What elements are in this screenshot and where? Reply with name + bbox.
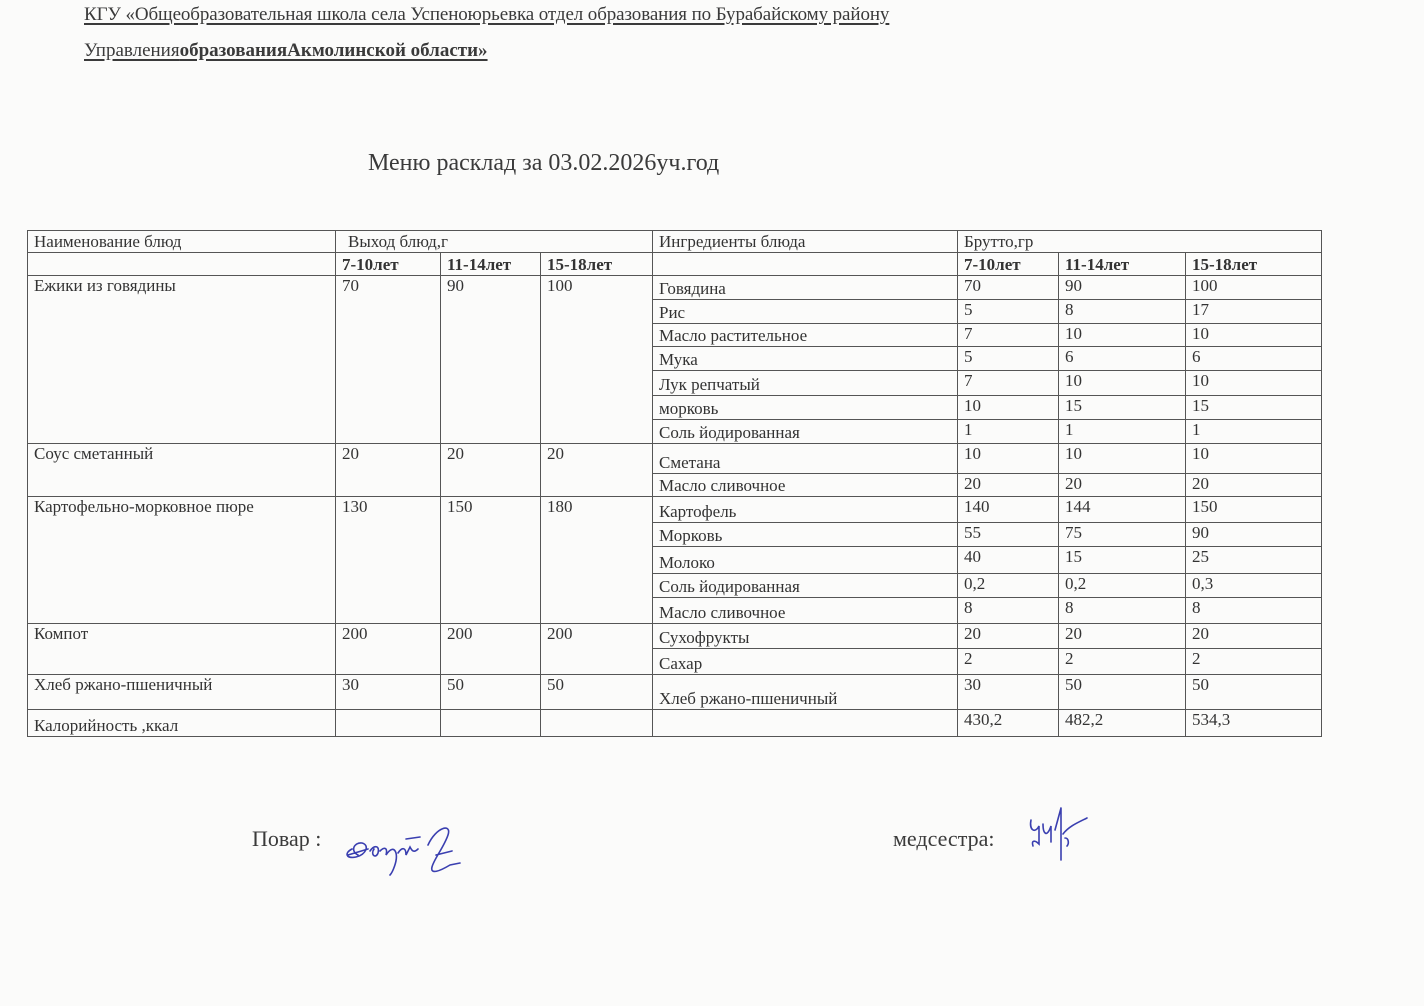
header-gross: Брутто,гр — [958, 231, 1322, 253]
header-dish-name: Наименование блюд — [28, 231, 336, 253]
ingredient-name: морковь — [653, 396, 958, 420]
ingredient-name: Рис — [653, 300, 958, 324]
ingredient-name: Молоко — [653, 547, 958, 574]
nurse-label: медсестра: — [893, 826, 995, 851]
table-row — [28, 444, 1322, 474]
ingredient-gross: 10 — [1059, 324, 1186, 347]
menu-title: Меню расклад за 03.02.2026уч.год — [368, 150, 720, 176]
dish-yield: 200 — [441, 624, 541, 675]
empty-cell — [541, 710, 653, 737]
header-yield-age-group: 7-10лет — [336, 253, 441, 276]
ingredient-gross: 20 — [1186, 474, 1322, 497]
ingredient-name: Сметана — [653, 444, 958, 474]
dish-yield: 50 — [541, 675, 653, 710]
calories-row — [28, 710, 1322, 737]
ingredient-name: Масло сливочное — [653, 598, 958, 624]
ingredient-gross: 5 — [958, 300, 1059, 324]
ingredient-gross: 1 — [1059, 420, 1186, 444]
dish-name: Соус сметанный — [28, 444, 336, 497]
ingredient-gross: 140 — [958, 497, 1059, 523]
dish-name: Компот — [28, 624, 336, 675]
dish-yield: 50 — [441, 675, 541, 710]
header-ingredients: Ингредиенты блюда — [653, 231, 958, 253]
dish-yield: 200 — [336, 624, 441, 675]
ingredient-gross: 10 — [1059, 371, 1186, 396]
empty-cell — [441, 710, 541, 737]
dish-yield: 150 — [441, 497, 541, 624]
nurse-signature-block — [893, 826, 994, 852]
ingredient-gross: 20 — [958, 474, 1059, 497]
school-name-line-2 — [84, 40, 488, 62]
ingredient-name: Масло сливочное — [653, 474, 958, 497]
dish-yield: 30 — [336, 675, 441, 710]
header-yield-age-group: 11-14лет — [441, 253, 541, 276]
dish-yield: 90 — [441, 276, 541, 444]
ingredient-gross: 17 — [1186, 300, 1322, 324]
ingredient-gross: 5 — [958, 347, 1059, 371]
ingredient-gross: 8 — [1186, 598, 1322, 624]
school-name-line-2-bold: образованияАкмолинской области» — [179, 40, 488, 61]
table-row — [28, 276, 1322, 300]
menu-table — [27, 230, 1322, 737]
ingredient-name: Лук репчатый — [653, 371, 958, 396]
header-yield: Выход блюд,г — [336, 231, 653, 253]
ingredient-gross: 10 — [1186, 371, 1322, 396]
ingredient-gross: 2 — [1186, 649, 1322, 675]
ingredient-gross: 6 — [1059, 347, 1186, 371]
ingredient-gross: 8 — [1059, 300, 1186, 324]
ingredient-gross: 1 — [958, 420, 1059, 444]
school-name-line-1: КГУ «Общеобразовательная школа села Успеноюрьевка отдел образования по Бурабайскому району — [84, 4, 890, 25]
calories-value: 534,3 — [1186, 710, 1322, 737]
ingredient-gross: 20 — [1059, 474, 1186, 497]
ingredient-gross: 20 — [1186, 624, 1322, 649]
dish-yield: 20 — [441, 444, 541, 497]
table-row — [28, 675, 1322, 710]
ingredient-gross: 55 — [958, 523, 1059, 547]
ingredient-gross: 150 — [1186, 497, 1322, 523]
ingredient-gross: 15 — [1186, 396, 1322, 420]
ingredient-gross: 30 — [958, 675, 1059, 710]
header-gross-age-group: 7-10лет — [958, 253, 1059, 276]
ingredient-name: Хлеб ржано-пшеничный — [653, 675, 958, 710]
header-gross-age-group: 11-14лет — [1059, 253, 1186, 276]
ingredient-name: Картофель — [653, 497, 958, 523]
header-empty — [28, 253, 336, 276]
ingredient-name: Говядина — [653, 276, 958, 300]
dish-yield: 20 — [336, 444, 441, 497]
cook-signature-scribble — [340, 815, 480, 880]
ingredient-gross: 10 — [958, 444, 1059, 474]
ingredient-gross: 7 — [958, 324, 1059, 347]
header-row-2 — [28, 253, 1322, 276]
ingredient-gross: 10 — [958, 396, 1059, 420]
empty-cell — [336, 710, 441, 737]
school-name-line-2-normal: Управления — [84, 40, 180, 61]
ingredient-gross: 1 — [1186, 420, 1322, 444]
ingredient-name: Соль йодированная — [653, 420, 958, 444]
ingredient-gross: 25 — [1186, 547, 1322, 574]
table-row — [28, 624, 1322, 649]
ingredient-name: Сухофрукты — [653, 624, 958, 649]
ingredient-gross: 0,2 — [1059, 574, 1186, 598]
ingredient-gross: 8 — [1059, 598, 1186, 624]
dish-yield: 180 — [541, 497, 653, 624]
dish-yield: 70 — [336, 276, 441, 444]
ingredient-name: Морковь — [653, 523, 958, 547]
table-row — [28, 497, 1322, 523]
cook-label: Повар : — [252, 826, 322, 851]
calories-value: 482,2 — [1059, 710, 1186, 737]
ingredient-gross: 10 — [1186, 324, 1322, 347]
ingredient-gross: 8 — [958, 598, 1059, 624]
dish-yield: 20 — [541, 444, 653, 497]
ingredient-gross: 6 — [1186, 347, 1322, 371]
header-gross-age-group: 15-18лет — [1186, 253, 1322, 276]
cook-signature-block — [252, 826, 321, 852]
ingredient-gross: 70 — [958, 276, 1059, 300]
ingredient-gross: 15 — [1059, 396, 1186, 420]
ingredient-gross: 144 — [1059, 497, 1186, 523]
ingredient-gross: 20 — [958, 624, 1059, 649]
ingredient-gross: 50 — [1059, 675, 1186, 710]
empty-cell — [653, 710, 958, 737]
ingredient-gross: 2 — [958, 649, 1059, 675]
dish-yield: 100 — [541, 276, 653, 444]
ingredient-gross: 90 — [1059, 276, 1186, 300]
ingredient-gross: 100 — [1186, 276, 1322, 300]
ingredient-gross: 0,3 — [1186, 574, 1322, 598]
header-row-1 — [28, 231, 1322, 253]
dish-name: Хлеб ржано-пшеничный — [28, 675, 336, 710]
ingredient-gross: 2 — [1059, 649, 1186, 675]
nurse-signature-scribble — [1025, 800, 1095, 865]
ingredient-gross: 10 — [1059, 444, 1186, 474]
dish-name: Ежики из говядины — [28, 276, 336, 444]
header-empty — [653, 253, 958, 276]
dish-name: Картофельно-морковное пюре — [28, 497, 336, 624]
ingredient-gross: 10 — [1186, 444, 1322, 474]
header-yield-age-group: 15-18лет — [541, 253, 653, 276]
ingredient-gross: 75 — [1059, 523, 1186, 547]
ingredient-name: Соль йодированная — [653, 574, 958, 598]
ingredient-gross: 40 — [958, 547, 1059, 574]
ingredient-gross: 15 — [1059, 547, 1186, 574]
ingredient-gross: 50 — [1186, 675, 1322, 710]
ingredient-name: Сахар — [653, 649, 958, 675]
calories-label: Калорийность ,ккал — [28, 710, 336, 737]
dish-yield: 200 — [541, 624, 653, 675]
ingredient-gross: 0,2 — [958, 574, 1059, 598]
calories-value: 430,2 — [958, 710, 1059, 737]
dish-yield: 130 — [336, 497, 441, 624]
ingredient-gross: 7 — [958, 371, 1059, 396]
ingredient-gross: 90 — [1186, 523, 1322, 547]
ingredient-name: Мука — [653, 347, 958, 371]
ingredient-gross: 20 — [1059, 624, 1186, 649]
ingredient-name: Масло растительное — [653, 324, 958, 347]
